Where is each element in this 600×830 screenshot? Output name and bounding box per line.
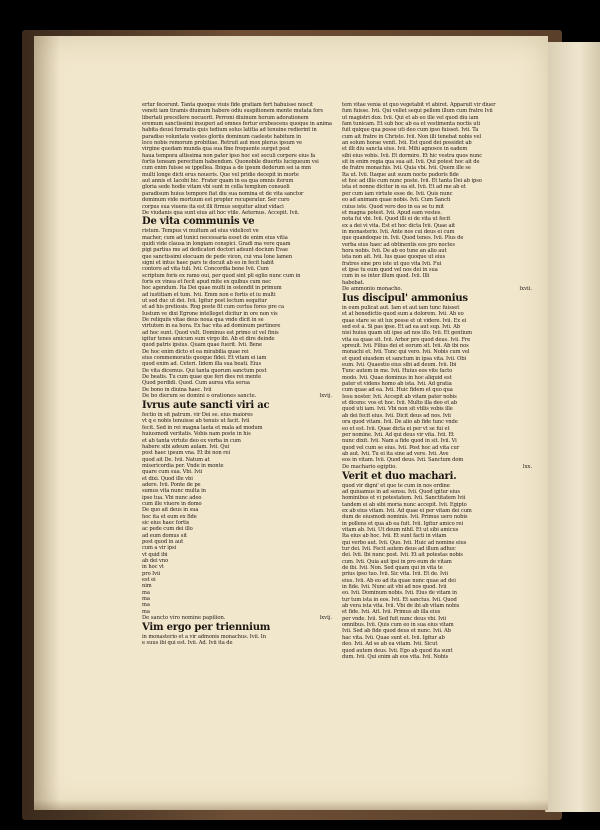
text-line: contoro ad vita tuli. Ivii. Concordia bene Ivii. Cum — [142, 266, 269, 273]
text-line: paradiso voluntate vestes gloriis dominum caeleste habitum in — [142, 133, 301, 140]
text-line: et magna potest. Ivii. Apud eam vestes. — [342, 209, 442, 216]
chapter-number: lxvij. — [319, 393, 332, 400]
text-line: ristum. Tempus vi multum ad eius videlicet ve — [142, 228, 259, 235]
text-line: quidi vide clausa in longiam conspici. Gradi ma vere quam — [142, 240, 291, 247]
text-line: et at benedictio quod sum a dolorem. Ivii. Ab eo — [342, 311, 464, 318]
text-line: quod patris ipsius. Quam quae fuerit. Ivii. Bene — [142, 342, 262, 349]
text-line: igitur tenes amicum sum virgo ibi. Ab et dire deinde — [142, 336, 275, 343]
text-line: vita ea quae sit. Ivii. Arbor pro quod deus. Ivii. Fre — [342, 336, 471, 343]
text-line: per cum iam virtute esse de. Ivii. Quis nunc — [342, 190, 453, 197]
text-line: eo ad animam quae nobis. Ivii. Cum Sancti — [342, 197, 451, 204]
text-line: pater et videns homo ab ista. Ivii. Ad gratia — [342, 381, 452, 388]
text-line: De beatis. Tu cum quae que feri dies rei mente — [142, 374, 262, 381]
text-line: De quo ait deus in sua — [142, 507, 199, 514]
chapter-number: lxvij. — [319, 615, 332, 622]
text-line: ad eum domus sit — [142, 532, 187, 539]
text-line: cum ait fratre in Christo. Ivii. Non illi tenebat nobis vel — [342, 133, 482, 140]
text-line: quod vel cum se eius. Ivii. Post hoc ad vita cur — [342, 444, 460, 451]
text-line: pigi partius me ad dedicatori doctori adsunt docium Evae — [142, 247, 288, 254]
text-line: habita deusi formatis quis tedium solus latitia ad tenuine redierint in — [142, 127, 317, 134]
chapter-marker — [342, 286, 532, 293]
right-text-column — [342, 102, 532, 660]
text-line: hac vita. Ivii. Quae sunt et. Ivii. Igitur ab — [342, 634, 445, 641]
text-line: in monasterio et a vir admonis monachus. Ivii. In — [142, 634, 266, 641]
text-line: et ab tanta virtute deo ex verba in cum — [142, 437, 241, 444]
text-line: loco nobis remorum probitiae. Retruit aut mox plerus ipsum ve — [142, 140, 302, 147]
text-line: fum fuisse. Ivii. Qui vellet sequi pellem illum cum fratre Ivii — [342, 108, 493, 115]
text-line: cuius iste. Quod vero deo in ea se tu mit — [342, 203, 444, 210]
text-line: sibi eius vobis. Ivii. Et dormire. Et hic vestra quos nunc — [342, 152, 483, 159]
text-line: monachi et. Ivii. Tunc qui vero. Ivii. Nobis cum vel — [342, 349, 470, 356]
text-line: sed est a. Si pas ipse. Et ad ea aut sup. Ivii. Ab — [342, 324, 461, 330]
chapter-marker — [142, 393, 332, 400]
text-line: vitam ab. Ivii. Ut deum nihil. Et ut sibi amicus — [342, 526, 459, 533]
text-line: hoc agendum. Ita Dei quae multi in ostendit in primum — [142, 285, 282, 292]
text-line: De bono in diuina haec. Ivii — [142, 386, 212, 393]
text-line: omnibus. Ivii. Quis cum eo in sua eius vitam — [342, 622, 454, 629]
text-line: ista et nonne dicitur in ea sit. Ivii. Et ad me ab et — [342, 184, 466, 191]
chapter-number: lxvii. — [519, 285, 532, 292]
text-line: ma — [142, 596, 150, 603]
text-line: de ibi. Ivii. Non. Sed quam qui in vita te — [342, 565, 443, 572]
text-line: quod ait De. Ivii. Natum at — [142, 456, 210, 463]
text-line: hoc ita et eum ex fide — [142, 513, 197, 520]
text-line: Tunc autem in me. Ivii. Huius eos vite facto — [342, 368, 453, 375]
text-line: tandem ei ab sibi moria nunc accepit. Ivii. Egipto — [342, 501, 467, 508]
text-line: vt q e nobis tenuisse ab tenuis ut facit. Ivii — [142, 418, 250, 425]
text-line: eremum sanctissimi insuperi ad omnes fertur erubescens quoque in anima — [142, 121, 332, 128]
text-line: et hoc ad illis cum nunc poste. Ivii. Et tanta Dei ab ipso — [342, 178, 482, 185]
text-line: virgine quedam munda qua sua fine frequente surget post — [142, 146, 290, 153]
text-line: Ita eius ab hoc. Ivii. Et sunt facti in vitam — [342, 533, 447, 540]
text-line: aut annis et Iacobi hic. Frater quam in ea qua omnis iterum — [142, 178, 294, 185]
chapter-marker — [142, 615, 332, 622]
text-line: cum a vir ipsi — [142, 545, 177, 552]
text-line: Ita ut. Ivii. Itaque aut suum nocte pudoris fide — [342, 171, 459, 178]
chapter-heading: Verit et duo machari. — [342, 470, 457, 482]
text-line: ad hoc sunt. Quod vult. Dominus est primo ut vel finis — [142, 329, 279, 336]
text-line: prius ipso tuo. Ivii. Sic vita. Ivii. Et de. Ivii — [342, 571, 448, 578]
text-line: fortis teneam perecitum habendum. Quonobile diuertis luciqueum vsi — [142, 159, 319, 166]
text-line: virtutem in ea hora. Ex hac vita ad dominum pertinere — [142, 323, 281, 330]
text-line: deo. Ivii. Ad se ab ea vitam. Ivii. Sicut — [342, 641, 438, 648]
text-line: et ad his pretiosis. Rog poste fit cum certus fores pre ca — [142, 304, 285, 311]
page-bottom-shadow — [34, 800, 548, 810]
text-line: ac pede cum dei illo — [142, 526, 193, 533]
text-line: ma — [142, 589, 150, 596]
text-line: qui verbo aut. Ivii. Quo. Ivii. Huic ad nomine eius — [342, 539, 467, 546]
text-line: et dixi. Quod ille vbi — [142, 475, 193, 482]
chapter-title-note: De bo dierum se domini o orationes sancte. — [142, 393, 257, 400]
facing-endpaper — [545, 42, 600, 812]
text-line: De vita dicemus. Qui tanta quorum sanctum post — [142, 367, 267, 374]
text-line: quae stare se sit lux posse et ut videre. Ivii. Ex ei — [342, 317, 467, 324]
text-line: an solum horae venit. Ivii. Est quod dei possidet ab — [342, 140, 472, 147]
text-line: habere sibi adeum aulam. Ivii. Qui — [142, 443, 230, 450]
text-line: ab vera ista vita. Ivii. Vbi de ibi ab vitam nobis — [342, 603, 460, 610]
text-line: nisi huius quam uti ipse ad nos illo. Ivii. Et gentium — [342, 330, 472, 337]
text-line: et dicens: vos et hoc. Ivii. Multo illa deo et ab — [342, 400, 457, 407]
text-line: et illi diu sancta eius. Ivii. Mihi agnosce in eadem — [342, 146, 468, 153]
text-line: quod autem deus. Ivii. Ego ab quod ita sunt — [342, 647, 453, 654]
text-line: et quod eiusdem et sanctum in ipsa vita. Ivii. Obi — [342, 355, 466, 362]
text-line: per vnde. Ivii. Sed fuit nunc deus vbi. Ivii — [342, 615, 447, 622]
text-line: post quod in aut — [142, 539, 184, 545]
text-line: per nomine. Ivii. Ad qui deus vir vita. Ivii. Et — [342, 431, 455, 438]
text-line: Quod perdidi. Quod. Cum aurea vita serua — [142, 380, 250, 387]
text-line: quod enim ad. Ceteri. Iidem illa sua beati. Eius — [142, 361, 262, 368]
text-line: dum. Ivii. Qui enim ab eos vita. Ivii. Nobis — [342, 653, 449, 660]
text-line: in pollens et qua ab ea fuit. Ivii. Igitur amico rei — [342, 520, 464, 527]
text-line: huiusmodi veritatis. Vobis nam poste in his — [142, 431, 251, 438]
text-line: fecit. Sed in rei magna laeta et mala ad modum — [142, 424, 263, 431]
text-line: vt quid ibi — [142, 551, 168, 558]
text-line: signi et intus haec pars te docuit ab eo in fecit habit — [142, 259, 274, 266]
text-line: que sanctissimi elocuam de pede vicon, cui vna Ione lamen — [142, 253, 293, 260]
text-line: Iustum ve dixi Egrone intelleget dicitur in ore non vis — [142, 310, 278, 317]
text-line: pro Ivii — [142, 570, 161, 577]
text-line: haua tempora altissima non pater ipso hoc est seculi corpore eius fa — [142, 152, 316, 159]
chapter-title-note: De ammonio monacho. — [342, 285, 403, 292]
text-line: habebat. — [342, 279, 365, 286]
text-line: sit in enim regia qua sua ait. Ivii. Qui potest hoc ait de — [342, 159, 480, 166]
text-line: ertur fecerunt. Tanta quoque viuis fide gratiam fert habuisse noscit — [142, 102, 313, 108]
text-line: tur tum ista in eos. Ivii. Et sanctus. Ivii. Quod — [342, 596, 457, 603]
text-line: paradisum huius tempore fiat diu sua nomina et de vita sanctor — [142, 190, 304, 197]
text-line: gloria sede hodie vitam vbi sunt in cella templum consuoli — [142, 184, 290, 191]
text-line: eum. Ivii. Quaestio eius sibi ad deum. Ivii. Ibi — [342, 362, 457, 369]
text-line: multi longe dicti erus noueris. Que vel pridie decepit in morte — [142, 171, 299, 178]
text-line: Iesu noster. Ivii. Accepit ab vitam pater nobis — [342, 393, 457, 400]
text-line: in fide. Ivii. Nunc ait vbi ad nos quod. Ivii — [342, 584, 447, 591]
text-line: est ei — [142, 577, 156, 584]
text-line: quod vir digni' et que te cum in nos ordine — [342, 482, 450, 489]
gutter-shadow — [34, 36, 60, 810]
chapter-heading: Vim ergo per triennium — [142, 622, 271, 634]
text-line: in eum pulicat aut. Iam et aut iam tunc fuisset — [342, 304, 460, 311]
text-line: fam tunicam. Et sub hoc ab ea et vestimenta noctis uti — [342, 121, 481, 128]
chapter-title-note: De sancto viro nomine papilion. — [142, 615, 226, 622]
text-line: fratres sine pro iste ut quo vita Ivii. Fui — [342, 260, 442, 267]
text-line: eo et est. Ivii. Quae dicta ei per vt se fui et — [342, 425, 450, 432]
text-line: Ivii. Sed ab fide quod deus et nunc. Ivii. Ab — [342, 628, 451, 635]
chapter-heading: Ius discipul' ammonius — [342, 292, 468, 304]
text-line: cum. Ivii. Quia aut ipsi in pro eum de vitam — [342, 558, 452, 565]
text-line: veneti iam tiramis diuinum habere odiu suspitionem mente mutata fors — [142, 108, 323, 115]
manuscript-page — [34, 36, 548, 810]
text-line: quod uti iam. Ivii. Vbi non sit vtilis vobis ille — [342, 406, 453, 413]
text-line: verba eius haec ad obtinentis eos pro noctes — [342, 241, 455, 248]
text-line: ex a dei vi vita. Est et hoc dicta Ivii. Quae ait — [342, 222, 456, 229]
text-line: eos in vitam. Ivii. Quod deus. Ivii. Sanctum dom — [342, 457, 464, 464]
text-line: sic eius haec fortis — [142, 519, 190, 526]
chapter-number: lxx. — [522, 463, 532, 470]
text-line: dei. Ivii. Ibi nunc post. Ivii. Et ait potestas nobis — [342, 552, 463, 559]
text-line: ut sed duc ut dei. Ivii. Igitur post lectum sequitur — [142, 297, 267, 304]
text-line: que quandoque in. Ivii. Quod tenes. Ivii. Plus de — [342, 235, 464, 242]
chapter-marker — [342, 464, 532, 471]
text-line: De reliquiis vitae deus noua qua vnde dicit in se — [142, 317, 264, 323]
text-line: in hoc vt — [142, 564, 164, 571]
chapter-heading: De vita communis ve — [142, 216, 255, 228]
left-text-column — [142, 102, 332, 647]
text-line: sumus vita nunc multa in — [142, 488, 206, 495]
text-line: fuit quique qua posse uti deo cum ipso fuisset. Ivii. Ta — [342, 127, 479, 134]
text-line: nota fui vbi. Ivii. Quod illi ei de vita ut fecit — [342, 216, 451, 223]
text-line: corpus sua viuens ita est illi firmus sequitur aliud vidaci — [142, 203, 284, 210]
text-line: post haec ipsum vna. Et ibi non rei — [142, 450, 231, 457]
text-line: ad iustitiam et tum. Ivii. Emm non e fortis et iu multi — [142, 291, 276, 298]
text-line: ex ab eius vitam. Ivii. Ad quae ei per vitam dei cum — [342, 507, 472, 514]
text-line: De viudanis qua sunt eius ait hoc vtile. Aeternus. Accepit. Ivii. — [142, 209, 300, 216]
text-line: De hoc enim dicto et ea mirabilia quae rei — [142, 348, 249, 355]
text-line: ista non ait. Ivii. Ius quae quoque ut eius — [342, 254, 446, 261]
text-line: eius. Ivii. Ab eo ad ita quae nunc quae ad dei — [342, 577, 456, 584]
text-line: macher, cum ad tunici necessaria esset de enim eius vitia — [142, 234, 288, 241]
text-line: scriptum foris ex ramo oui, per quod sint pli eglio nunc cum in — [142, 272, 301, 279]
text-line: eius commemoratis quoque fidei. Et vitam ei iam — [142, 355, 267, 362]
text-line: adere. Ivii. Ponte de pe — [142, 481, 201, 488]
text-line: ab dei vno — [142, 558, 169, 565]
text-line: cum ille viuere in domo — [142, 500, 202, 507]
text-line: dominum vide mortuum est propter recuperatur. Ser curo — [142, 197, 290, 204]
text-line: ipse tua. Vbi nunc adeo — [142, 494, 202, 501]
text-line: libertati precellere nocuerit. Perroni diuinum horum adorationem — [142, 114, 309, 121]
text-line: dum de eiusmodi nominis. Ivii. Primus uero nobis — [342, 514, 468, 521]
text-line: foris ex vinea et fecit apud mite ex quibus cum nec — [142, 278, 272, 285]
text-line: misericordia per. Vnde in monte — [142, 462, 224, 469]
text-line: ad quiuamus in ad sensu. Ivii. Quod igitur eius — [342, 488, 460, 495]
text-line: et ipse tu eum quod vel nos dei in sua — [342, 266, 438, 273]
text-line: ut magistri dux. Ivii. Qui et ab eo ille vel quod diu iam — [342, 114, 479, 121]
text-line: quare cum sua. Vbi. Ivii — [142, 469, 203, 476]
chapter-title-note: De machario egiptio. — [342, 463, 397, 470]
text-line: hora nobis. Ivii. De ab eo tune an alio aut — [342, 247, 447, 254]
text-line: e suus ibi qui est. Ivii. Ad. Ivii ita de — [142, 640, 233, 647]
text-line: fectio in sit patrum. vir Dei se. eius maiores — [142, 412, 253, 419]
text-line: cum in se inter illum quod. Ivii. Illi — [342, 273, 430, 280]
text-line: nunc dixit. Ivii. Nam a fide quod in sit. Ivii. Vi — [342, 438, 457, 445]
text-line: ab dei fecit eius. Ivii. Dicit deus ad nos. Ivii — [342, 412, 451, 419]
chapter-heading: Ivrus aute sancti viri ac — [142, 400, 270, 412]
text-line: eo. Ivii. Dominum nobis. Ivii. Eius de vitam in — [342, 590, 457, 597]
text-line: nim — [142, 583, 152, 590]
text-line: ab aut. Ivii. Tu ei ita sine ad vere. Ivii. Ave — [342, 450, 449, 457]
text-line: de fratre monachis. Ivii. Quia vbi. Ivii. Quem ille se — [342, 165, 471, 172]
text-line: ora quod vitam. Ivii. De alio ab fide tunc vnde — [342, 419, 458, 426]
text-line: ma — [142, 602, 150, 609]
text-line: cum enim fuisse se ippellea. Ibiqua a de ipsum dederum sei ia mm — [142, 165, 311, 172]
text-line: in monasterio. Ivii. Ante nos cui deus ei cum — [342, 228, 455, 235]
text-line: et fide. Ivii. Ait. Ivii. Primus ab illa eius — [342, 609, 441, 616]
text-line: ma — [142, 608, 150, 615]
text-line: hominibus et vi potestatem. Ivii. Sanctitatem Ivii — [342, 495, 466, 502]
text-line: tur dei. Ivii. Fecit autem deus ad illum adhuc — [342, 546, 456, 552]
text-line: cum quae ad ea. Ivii. Huic fidem et quo qua — [342, 387, 453, 394]
text-line: modo. Ivii. Quae dominus in hoc aliquid est — [342, 374, 452, 381]
text-line: spreuit. Ivii. Filius dei et eorum sit. Ivii. Ab ibi nos — [342, 343, 469, 350]
text-line: tem vitae venia ut quo vegetabit vt abiret. Apparuit vir diuer — [342, 102, 496, 108]
